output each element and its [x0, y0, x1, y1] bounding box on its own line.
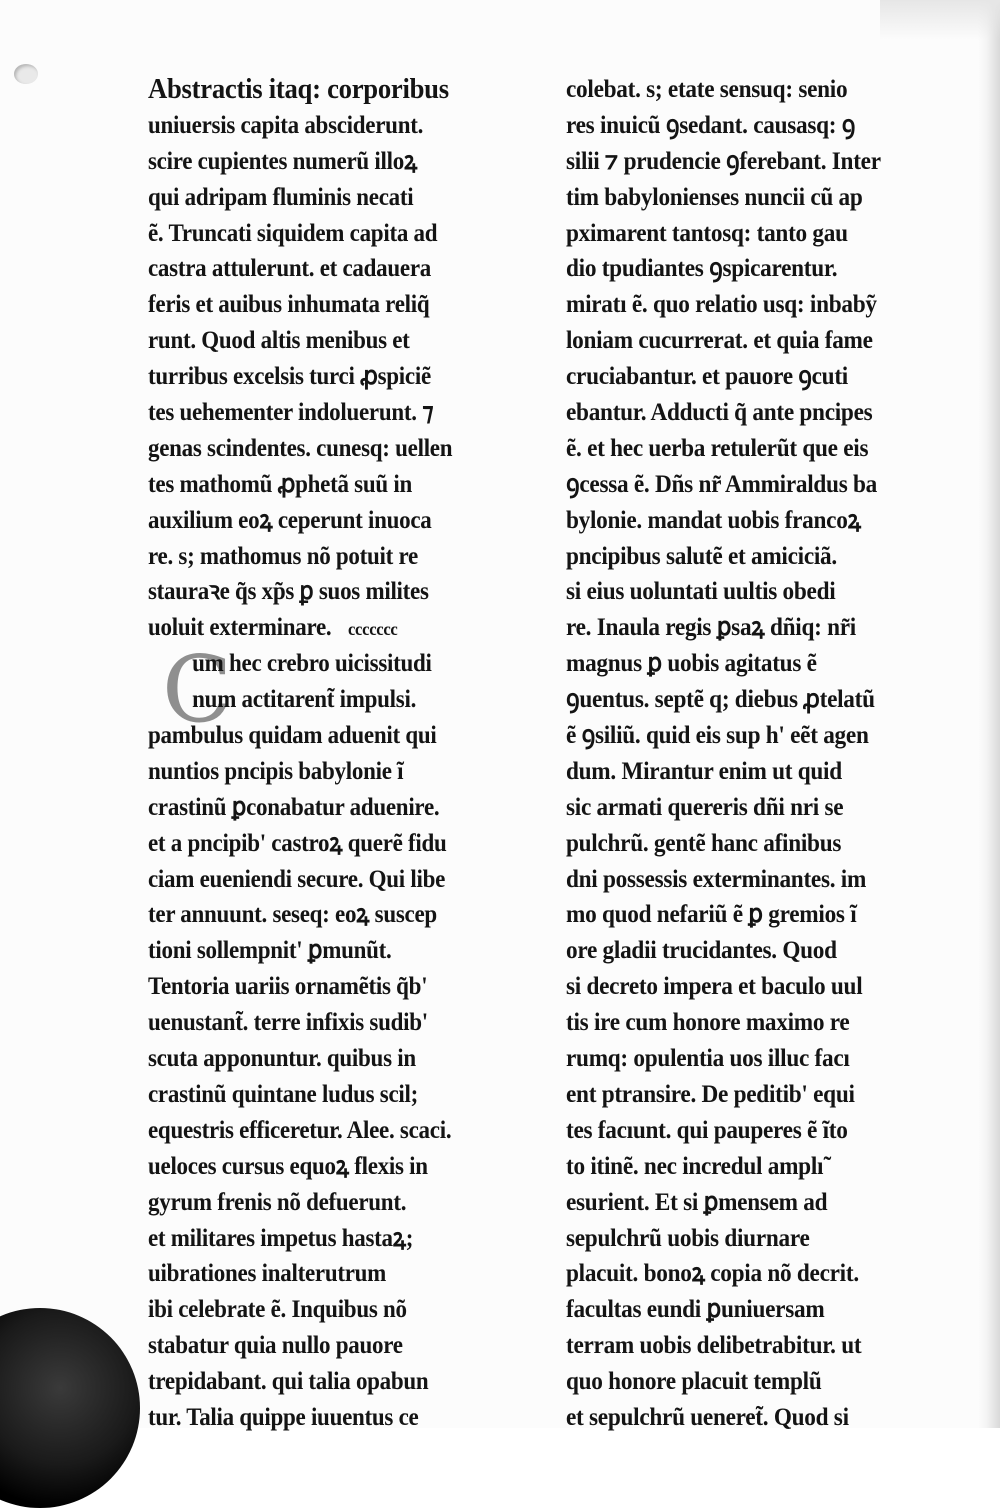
left-column-line: crastinũ ꝑconabatur aduenire. — [148, 793, 440, 821]
right-column-line: si eius uoluntati uultis obedi — [566, 578, 836, 606]
right-column-line: colebat. s; etate sensuq: senio — [566, 76, 848, 103]
right-column-line: ꝯcessa ẽ. Dñs nr̃ Ammiraldus ba — [566, 470, 878, 498]
right-column-line: quo honore placuit templũ — [566, 1368, 822, 1396]
left-column-line: et militares impetus hastaꝝ; — [148, 1224, 414, 1252]
left-column-line: runt. Quod altis menibus et — [148, 327, 410, 355]
left-column-line: auxilium eoꝝ ceperunt inuoca — [148, 506, 432, 534]
left-column-line: nuntios pncipis babylonie ĩ — [148, 757, 404, 785]
right-column-line: facultas eundi ꝑuniuersam — [566, 1296, 825, 1324]
right-column-line: dum. Mirantur enim ut quid — [566, 757, 842, 785]
right-column-line: dni possessis exterminantes. im — [566, 865, 867, 893]
left-column-line: tur. Talia quippe iuuentus ce — [148, 1403, 419, 1431]
line-filler: ccccccc — [347, 619, 398, 640]
left-column-line: gyrum frenis nõ defuerunt. — [148, 1188, 407, 1216]
right-column-line: tis ire cum honore maximo re — [566, 1009, 850, 1037]
left-text-column — [148, 72, 548, 1436]
right-column-line: placuit. bonoꝝ copia nõ decrit. — [566, 1260, 859, 1288]
right-column-line: loniam cucurrerat. et quia fame — [566, 327, 873, 355]
right-column-line: ꝯuentus. septẽ q; diebus ꝓtelatũ — [566, 686, 875, 714]
right-column-line: pncipibus salutẽ et amiciciã. — [566, 542, 837, 570]
right-column-line: si decreto impera et baculo uul — [566, 973, 863, 1001]
right-column-line: tim babylonienses nuncii cũ ap — [566, 183, 863, 211]
left-column-line: stauraꝛe q̃s xp̃s ꝑ suos milites — [148, 578, 429, 606]
right-column-line: silii ⁊ prudencie ꝯferebant. Inter — [566, 147, 881, 175]
left-column-line: trepidabant. qui talia opabun — [148, 1368, 429, 1396]
right-column-line: pximarent tantosq: tanto gau — [566, 219, 848, 247]
right-column-line: pulchrũ. gentẽ hanc afinibus — [566, 829, 842, 857]
right-column-line: bylonie. mandat uobis francoꝝ — [566, 506, 861, 534]
left-column-line: turribus excelsis turci ꝓspiciẽ — [148, 363, 431, 391]
left-column-line: Tentoria uariis ornamẽtis q̃b' — [148, 973, 428, 1001]
left-column-line: equestris efficeretur. Alee. scaci. — [148, 1116, 452, 1144]
left-column-line: castra attulerunt. et cadauera — [148, 255, 431, 283]
left-column-line: re. s; mathomus nõ potuit re — [148, 542, 418, 570]
right-column-line: ebantur. Adducti q̃ ante pncipes — [566, 399, 873, 427]
right-column-line: ent ptransire. De peditib' equi — [566, 1080, 855, 1108]
page-edge-shadow — [978, 0, 1000, 1428]
left-column-line: genas scindentes. cunesq: uellen — [148, 434, 453, 462]
right-column-line: ore gladii trucidantes. Quod — [566, 937, 837, 965]
right-column-line: rumq: opulentia uos illuc facı — [566, 1045, 850, 1073]
left-column-line: tes mathomũ ꝓphetã suũ in — [148, 470, 412, 498]
left-column-line: qui adripam fluminis necati — [148, 183, 414, 211]
left-column-line: scuta apponuntur. quibus in — [148, 1045, 416, 1073]
drop-initial-letter: C — [162, 636, 233, 744]
left-column-line: uibrationes inalterutrum — [148, 1260, 387, 1288]
right-column-line: tes facıunt. qui pauperes ẽ ĩto — [566, 1116, 848, 1144]
left-column-line: ter annuunt. seseq: eoꝝ suscep — [148, 901, 437, 929]
left-column-line: um hec crebro uicissitudi — [192, 650, 432, 678]
binding-hole-mark — [14, 64, 38, 84]
left-column-line: ciam eueniendi secure. Qui libe — [148, 865, 446, 893]
right-column-line: terram uobis delibetrabitur. ut — [566, 1332, 862, 1360]
right-column-line: dio tpudiantes ꝯspicarentur. — [566, 255, 838, 283]
right-column-line: et sepulchrũ ueneret̃. Quod si — [566, 1403, 849, 1431]
left-column-line: uenustant̃. terre infixis sudib' — [148, 1009, 428, 1037]
right-column-line: cruciabantur. et pauore ꝯcuti — [566, 363, 848, 391]
right-column-line: esurient. Et si ꝑmensem ad — [566, 1188, 828, 1216]
page-corner-shadow — [880, 0, 1000, 40]
right-column-line: to itinẽ. nec incredul amplı̃ — [566, 1152, 824, 1180]
left-column-line: num actitarent̃ impulsi. — [192, 686, 417, 714]
left-column-line: et a pncipib' castroꝝ querẽ fidu — [148, 829, 447, 857]
left-column-line: stabatur quia nullo pauore — [148, 1332, 403, 1360]
right-column-line: res inuicũ ꝯsedant. causasq: ꝯ — [566, 111, 856, 139]
right-column-line: ẽ. et hec uerba retulerũt que eis — [566, 434, 869, 462]
right-column-line: miratı ẽ. quo relatio usq: inbabỹ — [566, 291, 877, 319]
right-column-line: ẽ ꝯsiliũ. quid eis sup h' eẽt agen — [566, 722, 869, 750]
left-column-line: scire cupientes numerũ illoꝝ — [148, 147, 417, 175]
left-column-line: ueloces cursus equoꝝ flexis in — [148, 1152, 428, 1180]
right-column-line: re. Inaula regis ꝑsaꝝ dñiq: nr̃i — [566, 614, 857, 642]
left-column-line: pambulus quidam aduenit qui — [148, 722, 437, 750]
left-column-line: tes uehementer indoluerunt. ⁊ — [148, 399, 434, 427]
left-column-line: uoluit exterminare. ccccccc — [148, 614, 398, 642]
left-column-line: ẽ. Truncati siquidem capita ad — [148, 219, 438, 247]
left-column-line: Abstractis itaq: corporibus — [148, 73, 449, 105]
left-column-line: uniuersis capita absciderunt. — [148, 111, 424, 139]
left-column-line: tioni sollempnit' ꝑmunũt. — [148, 937, 392, 965]
thumb-shadow — [0, 1308, 140, 1508]
left-column-line: ibi celebrate ẽ. Inquibus nõ — [148, 1296, 407, 1324]
right-column-line: mo quod nefariũ ẽ ꝑ gremios ĩ — [566, 901, 857, 929]
right-column-line: sepulchrũ uobis diurnare — [566, 1224, 810, 1252]
left-column-line: crastinũ quintane ludus scil; — [148, 1080, 418, 1108]
right-text-column — [566, 72, 956, 1436]
right-column-line: magnus ꝑ uobis agitatus ẽ — [566, 650, 817, 678]
left-column-line: feris et auibus inhumata reliq̃ — [148, 291, 430, 319]
right-column-line: sic armati quereris dñi nri se — [566, 793, 844, 821]
